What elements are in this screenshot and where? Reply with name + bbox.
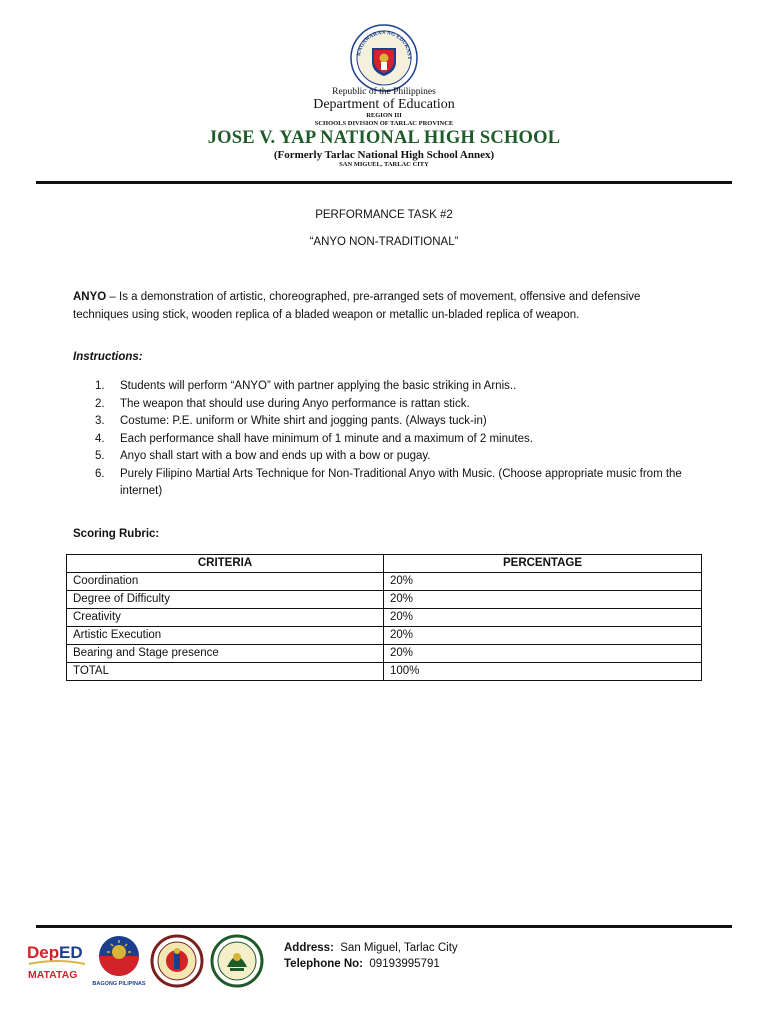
- deped-seal-logo: [350, 24, 418, 92]
- table-row: [67, 645, 702, 663]
- footer-contact: [284, 940, 458, 972]
- svg-text:KAGAWARAN NG EDUKASYON: KAGAWARAN NG EDUKASY: [356, 29, 413, 60]
- bagong-pilipinas-logo: [92, 934, 146, 990]
- instruction-item: [73, 466, 693, 501]
- rubric-header-row: [67, 555, 702, 573]
- percentage-cell: 20%: [384, 645, 702, 663]
- instruction-text: Anyo shall start with a bow and ends up with a bow or pugay.: [120, 450, 431, 462]
- criteria-cell: TOTAL: [67, 663, 384, 681]
- table-row: [67, 591, 702, 609]
- region-line: REGION III: [366, 112, 402, 119]
- rubric-label: Scoring Rubric:: [73, 528, 160, 540]
- criteria-cell: Coordination: [67, 573, 384, 591]
- percentage-cell: 20%: [384, 627, 702, 645]
- instruction-number: 2.: [95, 397, 105, 410]
- telephone-line: [284, 956, 458, 972]
- instructions-list: [73, 378, 693, 501]
- definition-term: ANYO: [73, 291, 107, 303]
- table-row: [67, 663, 702, 681]
- location-line: SAN MIGUEL, TARLAC CITY: [339, 161, 429, 168]
- telephone-value: 09193995791: [369, 958, 440, 970]
- instruction-number: 4.: [95, 432, 105, 445]
- task-subtitle: “ANYO NON-TRADITIONAL”: [309, 236, 459, 248]
- department-line: Department of Education: [313, 97, 455, 112]
- footer-divider: [36, 925, 732, 928]
- formerly-line: (Formerly Tarlac National High School Annex): [273, 149, 495, 161]
- rubric-table: [66, 554, 702, 681]
- instruction-item: [73, 378, 693, 396]
- address-label: Address:: [284, 942, 334, 954]
- school-seal-logo: [210, 934, 264, 988]
- instruction-number: 1.: [95, 380, 105, 392]
- school-name: JOSE V. YAP NATIONAL HIGH SCHOOL: [207, 128, 561, 148]
- table-row: [67, 627, 702, 645]
- percentage-header: PERCENTAGE: [384, 555, 702, 573]
- instructions-label: Instructions:: [73, 351, 143, 363]
- task-title: PERFORMANCE TASK #2: [315, 209, 453, 221]
- criteria-cell: Degree of Difficulty: [67, 591, 384, 609]
- address-value: San Miguel, Tarlac City: [340, 942, 458, 954]
- instruction-item: [73, 448, 693, 466]
- percentage-cell: 100%: [384, 663, 702, 681]
- percentage-cell: 20%: [384, 609, 702, 627]
- deped-matatag-logo: [26, 934, 88, 990]
- instruction-text: Purely Filipino Martial Arts Technique for Non-Traditional Anyo with Music. (Choose appropriate music from the internet): [120, 467, 682, 497]
- table-row: [67, 609, 702, 627]
- address-line: [284, 940, 458, 956]
- instruction-number: 5.: [95, 450, 105, 462]
- svg-text:Dep: Dep: [27, 943, 60, 962]
- percentage-cell: 20%: [384, 573, 702, 591]
- criteria-cell: Creativity: [67, 609, 384, 627]
- instruction-text: Each performance shall have minimum of 1 minute and a maximum of 2 minutes.: [120, 432, 533, 445]
- instruction-number: 6.: [95, 467, 105, 480]
- instruction-item: [73, 413, 693, 431]
- header-divider: [36, 181, 732, 184]
- svg-text:BAGONG PILIPINAS: BAGONG PILIPINAS: [92, 981, 146, 987]
- criteria-cell: Bearing and Stage presence: [67, 645, 384, 663]
- definition-text: – Is a demonstration of artistic, choreographed, pre-arranged sets of movement, offensive and defensive techniques using stick, wooden replica of a bladed weapon or metallic un-bladed replica of weapon.: [73, 291, 641, 321]
- instruction-text: Students will perform “ANYO” with partner applying the basic striking in Arnis..: [120, 380, 517, 392]
- svg-text:MATATAG: MATATAG: [28, 969, 78, 981]
- instruction-number: 3.: [95, 415, 105, 427]
- instruction-item: [73, 431, 693, 449]
- division-line: SCHOOLS DIVISION OF TARLAC PROVINCE: [314, 120, 454, 127]
- instruction-text: The weapon that should use during Anyo performance is rattan stick.: [120, 397, 470, 410]
- division-seal-logo: [150, 934, 204, 988]
- percentage-cell: 20%: [384, 591, 702, 609]
- republic-line: Republic of the Philippines: [332, 87, 436, 97]
- criteria-cell: Artistic Execution: [67, 627, 384, 645]
- table-row: [67, 573, 702, 591]
- instruction-text: Costume: P.E. uniform or White shirt and jogging pants. (Always tuck-in): [120, 415, 487, 427]
- criteria-header: CRITERIA: [67, 555, 384, 573]
- svg-text:ED: ED: [59, 943, 83, 962]
- telephone-label: Telephone No:: [284, 958, 364, 970]
- instruction-item: [73, 396, 693, 414]
- definition-paragraph: [73, 289, 693, 324]
